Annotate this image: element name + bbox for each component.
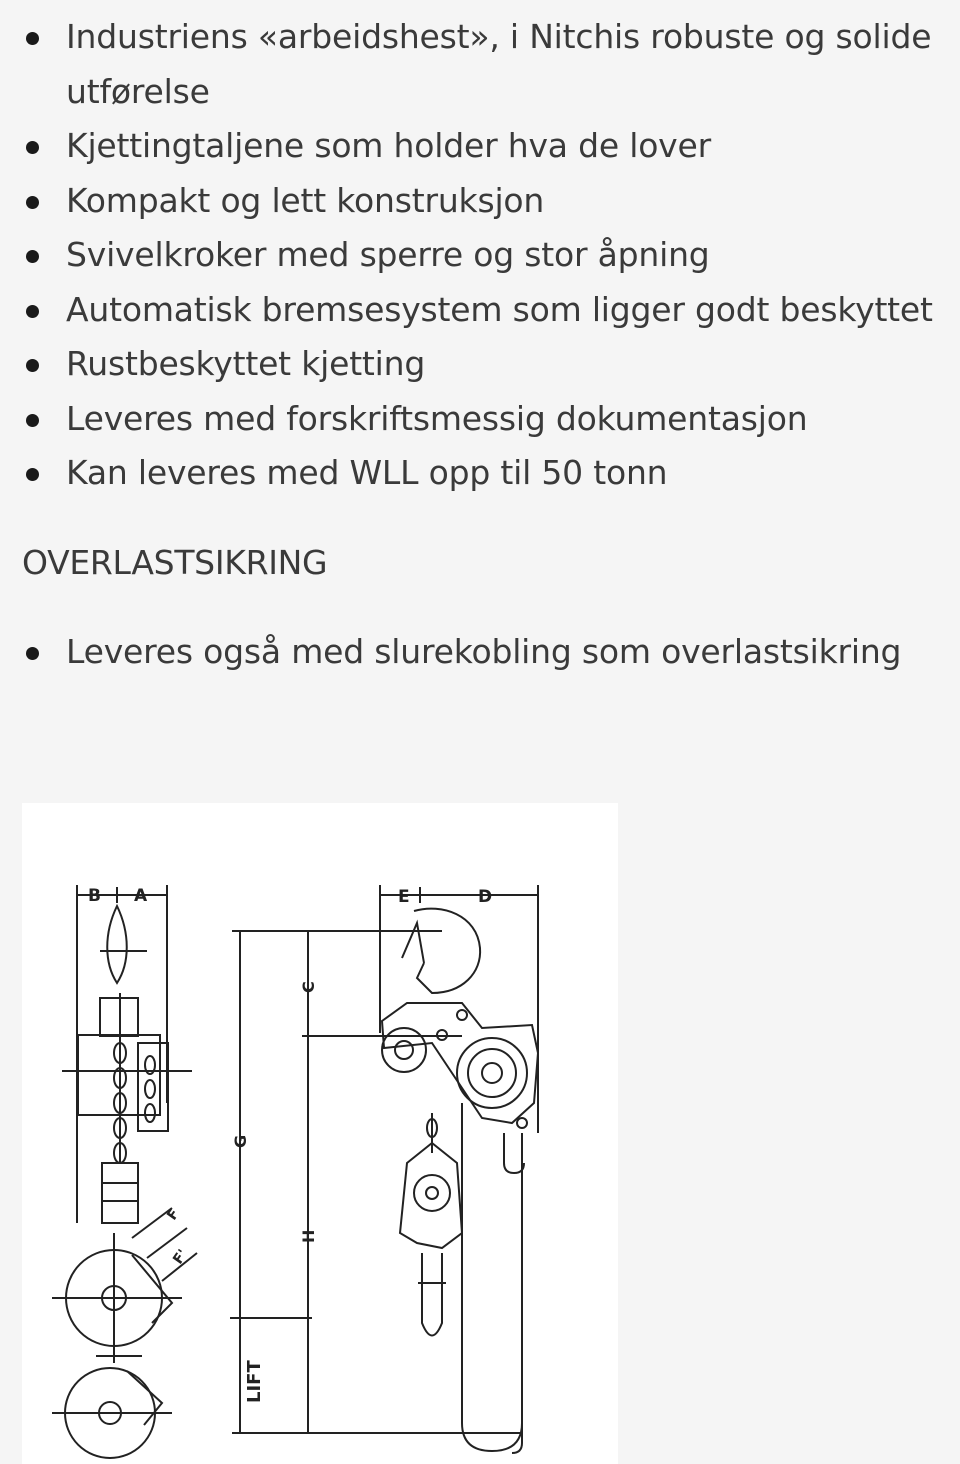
feature-text: Leveres med forskriftsmessig dokumentasjon xyxy=(66,398,808,438)
label-a: A xyxy=(134,886,148,906)
overload-list xyxy=(0,625,960,680)
overload-text: Leveres også med slurekobling som overlastsikring xyxy=(66,632,902,671)
bullet-icon xyxy=(26,414,39,427)
label-c: C xyxy=(299,981,318,993)
list-item xyxy=(0,228,960,283)
feature-text: Kan leveres med WLL opp til 50 tonn xyxy=(66,453,668,492)
section-heading: OVERLASTSIKRING xyxy=(22,543,328,582)
feature-text: Svivelkroker med sperre og stor åpning xyxy=(66,235,710,274)
list-item xyxy=(0,174,960,229)
dimension-drawing xyxy=(22,803,618,1464)
bullet-icon xyxy=(26,196,39,209)
bullet-icon xyxy=(26,32,39,45)
label-h: H xyxy=(299,1229,318,1243)
bullet-icon xyxy=(26,305,39,318)
label-lift: LIFT xyxy=(244,1360,265,1403)
label-f: F xyxy=(164,1206,183,1224)
bullet-icon xyxy=(26,468,39,481)
top-hook-shape xyxy=(107,906,127,983)
bullet-icon xyxy=(26,141,39,154)
label-b: B xyxy=(88,886,101,906)
list-item xyxy=(0,446,960,501)
list-item xyxy=(0,119,960,174)
bullet-icon xyxy=(26,359,39,372)
front-top-hook xyxy=(414,909,480,993)
feature-text: Rustbeskyttet kjetting xyxy=(66,344,426,383)
bullet-icon xyxy=(26,250,39,263)
bullet-icon xyxy=(26,647,39,660)
feature-list xyxy=(0,10,960,501)
list-item xyxy=(0,625,960,680)
lower-hook-latch xyxy=(132,1255,172,1323)
list-item xyxy=(0,283,960,338)
front-lower-hook xyxy=(422,1253,442,1336)
list-item xyxy=(0,337,960,392)
feature-text: Kompakt og lett konstruksjon xyxy=(66,180,545,220)
label-f2: F' xyxy=(170,1246,192,1268)
hoist-diagram xyxy=(22,803,618,1464)
label-g: G xyxy=(231,1134,250,1148)
front-lower-block xyxy=(400,1143,462,1248)
feature-text: Industriens «arbeidshest», i Nitchis robuste og solide utførelse xyxy=(66,17,932,111)
label-d: D xyxy=(478,887,493,907)
feature-text: Automatisk bremsesystem som ligger godt beskyttet xyxy=(66,289,933,329)
list-item xyxy=(0,392,960,447)
label-e: E xyxy=(398,887,410,907)
feature-text: Kjettingtaljene som holder hva de lover xyxy=(66,126,711,165)
list-item xyxy=(0,10,960,119)
